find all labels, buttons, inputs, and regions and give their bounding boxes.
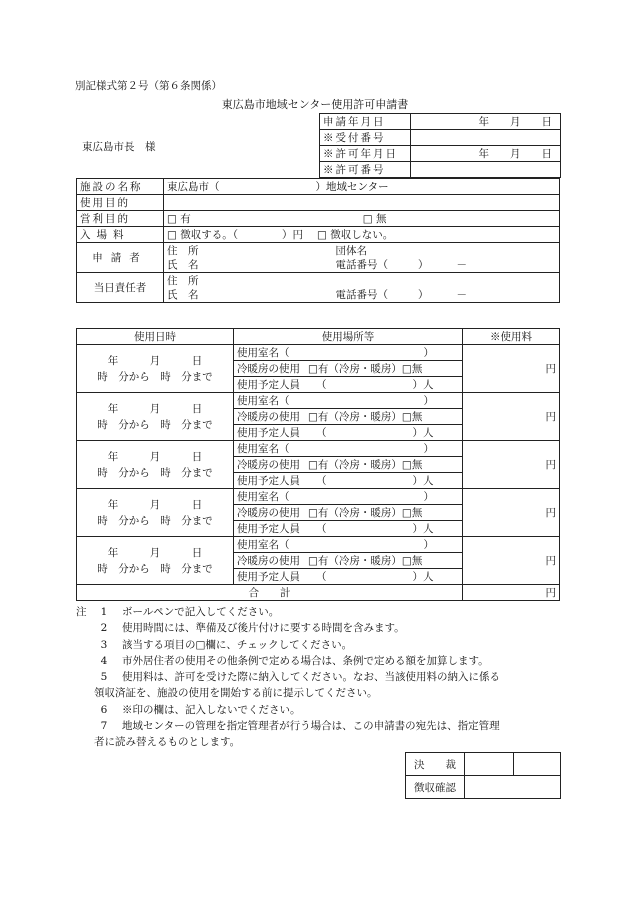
admission-label: 入場料: [77, 227, 164, 243]
usage-fee-yen: 円: [545, 411, 556, 423]
responsible-label: 当日責任者: [77, 273, 164, 303]
usage-fee-cell: [463, 345, 560, 393]
usage-fee-cell: [463, 537, 560, 585]
note-text: ボールペンで記入してください。: [122, 606, 280, 618]
purpose-field[interactable]: [164, 195, 560, 211]
aircon-label: 冷暖房の使用: [237, 555, 300, 567]
admission-field: [164, 227, 560, 243]
usage-datetime-cell[interactable]: [77, 537, 234, 585]
note-text: 使用時間には、準備及び後片付けに要する時間を含みます。: [122, 622, 405, 635]
admin-value: [411, 130, 561, 146]
usage-fee-yen: 円: [545, 459, 556, 471]
aircon-options: □有（冷房・暖房）□無: [308, 555, 423, 567]
room-name-field[interactable]: [234, 489, 463, 505]
usage-datetime-cell[interactable]: [77, 345, 234, 393]
facility-label: 施設の名称: [77, 179, 164, 195]
total-yen: 円: [463, 585, 560, 601]
aircon-label: 冷暖房の使用: [237, 363, 300, 375]
people-open: （: [316, 571, 327, 583]
aircon-options: □有（冷房・暖房）□無: [308, 459, 423, 471]
note-number: 3: [100, 638, 108, 651]
usage-fee-cell: [463, 489, 560, 537]
usage-time-line: 時 分から 時 分まで: [97, 562, 213, 575]
aircon-label: 冷暖房の使用: [237, 507, 300, 519]
note-number: 1: [100, 606, 108, 618]
note-number: 5: [100, 671, 108, 684]
collection-cell: [465, 776, 561, 799]
admin-value-date: 年 月 日: [411, 146, 561, 162]
note-number: 2: [100, 622, 108, 635]
header-place: 使用場所等: [234, 329, 463, 345]
note-number: 4: [100, 654, 108, 667]
admin-value-date[interactable]: 年 月 日: [411, 114, 561, 130]
note-continuation: 領収済証を、施設の使用を開始する前に提示してください。: [94, 687, 378, 700]
usage-table: [76, 328, 560, 601]
note-number: 6: [100, 703, 108, 716]
usage-fee-yen: 円: [545, 555, 556, 567]
people-open: （: [316, 427, 327, 439]
commercial-label: 営利目的: [77, 211, 164, 227]
usage-fee-cell: [463, 393, 560, 441]
people-close: ）人: [412, 571, 434, 583]
room-name-label: 使用室名（: [237, 539, 290, 551]
people-close: ）人: [412, 523, 434, 535]
usage-date-line: 年 月 日: [107, 402, 203, 415]
people-field[interactable]: [234, 569, 463, 585]
usage-datetime-cell[interactable]: [77, 393, 234, 441]
decision-cell: [465, 753, 514, 776]
responsible-dash: －: [456, 288, 467, 301]
note-text: 使用料は、許可を受けた際に納入してください。なお、当該使用料の納入に係る 領収済証を、施設の使用を開始する前に提示してください。: [114, 669, 576, 702]
aircon-field[interactable]: [234, 505, 463, 521]
applicant-label: 申請者: [77, 243, 164, 273]
note-item: [76, 620, 576, 636]
room-name-field[interactable]: [234, 345, 463, 361]
usage-fee-cell: [463, 441, 560, 489]
usage-time-line: 時 分から 時 分まで: [97, 418, 213, 431]
note-item: [76, 604, 576, 620]
room-name-close: ）: [423, 347, 434, 359]
facility-suffix: ）地域センター: [315, 181, 389, 193]
note-number: 7: [100, 720, 108, 733]
applicant-phone: 電話番号（: [335, 258, 388, 271]
responsible-phone-close: ）: [418, 288, 429, 301]
responsible-phone: 電話番号（: [335, 288, 388, 301]
admin-label: ※許可番号: [320, 162, 411, 178]
commercial-yes-checkbox[interactable]: □ 有: [167, 213, 191, 225]
usage-datetime-cell[interactable]: [77, 441, 234, 489]
notes: [76, 604, 576, 751]
applicant-dash: －: [456, 258, 467, 271]
room-name-close: ）: [423, 491, 434, 503]
note-item: [76, 718, 576, 751]
people-label: 使用予定人員: [237, 475, 300, 487]
admission-yen: ）円: [282, 229, 304, 241]
decision-cell: [514, 753, 561, 776]
admin-label: ※受付番号: [320, 130, 411, 146]
applicant-field[interactable]: [164, 243, 560, 273]
responsible-address: 住 所: [167, 274, 199, 287]
admission-nocollect-checkbox[interactable]: □ 徴収しない。: [317, 229, 394, 241]
people-label: 使用予定人員: [237, 523, 300, 535]
admin-value: [411, 162, 561, 178]
commercial-field: [164, 211, 560, 227]
applicant-phone-close: ）: [418, 258, 429, 271]
note-text: 該当する項目の□欄に、チェックしてください。: [122, 638, 353, 651]
responsible-name: 氏 名: [167, 288, 199, 301]
people-field[interactable]: [234, 377, 463, 393]
facility-prefix: 東広島市（: [167, 181, 220, 193]
collection-label: 徴収確認: [406, 776, 465, 799]
usage-time-line: 時 分から 時 分まで: [97, 466, 213, 479]
applicant-group: 団体名: [335, 244, 367, 257]
applicant-name: 氏 名: [167, 258, 199, 271]
note-continuation: 者に読み替えるものとします。: [94, 736, 241, 749]
people-field[interactable]: [234, 425, 463, 441]
note-item: [76, 653, 576, 669]
people-label: 使用予定人員: [237, 427, 300, 439]
people-field[interactable]: [234, 473, 463, 489]
note-item: [76, 702, 576, 718]
people-close: ）人: [412, 427, 434, 439]
note-text: 地域センターの管理を指定管理者が行う場合は、この申請書の宛先は、指定管理 者に読み替えるものとします。: [114, 718, 576, 751]
usage-fee-yen: 円: [545, 507, 556, 519]
note-item: [76, 669, 576, 702]
usage-date-line: 年 月 日: [107, 498, 203, 511]
aircon-field[interactable]: [234, 409, 463, 425]
purpose-label: 使用目的: [77, 195, 164, 211]
application-table: [76, 178, 560, 303]
note-text: ※印の欄は、記入しないでください。: [122, 703, 301, 716]
facility-field[interactable]: [164, 179, 560, 195]
room-name-close: ）: [423, 539, 434, 551]
usage-date-line: 年 月 日: [107, 546, 203, 559]
header-datetime: 使用日時: [77, 329, 234, 345]
room-name-close: ）: [423, 443, 434, 455]
aircon-options: □有（冷房・暖房）□無: [308, 411, 423, 423]
applicant-address: 住 所: [167, 244, 199, 257]
usage-time-line: 時 分から 時 分まで: [97, 514, 213, 527]
usage-fee-yen: 円: [545, 363, 556, 375]
approval-table: [405, 752, 561, 799]
aircon-options: □有（冷房・暖房）□無: [308, 507, 423, 519]
page-title: 東広島市地域センター使用許可申請書: [221, 98, 409, 111]
admission-collect-checkbox[interactable]: □ 徴収する。（: [167, 229, 239, 241]
addressee: 東広島市長 様: [82, 141, 156, 153]
people-close: ）人: [412, 379, 434, 391]
header-fee: ※使用料: [463, 329, 560, 345]
usage-date-line: 年 月 日: [107, 450, 203, 463]
admin-table: [319, 113, 561, 178]
total-label: 合 計: [77, 585, 463, 601]
note-text: 市外居住者の使用その他条例で定める場合は、条例で定める額を加算します。: [122, 654, 489, 667]
people-label: 使用予定人員: [237, 571, 300, 583]
people-open: （: [316, 523, 327, 535]
people-field[interactable]: [234, 521, 463, 537]
usage-time-line: 時 分から 時 分まで: [97, 370, 213, 383]
admin-label: ※許可年月日: [320, 146, 411, 162]
people-open: （: [316, 475, 327, 487]
room-name-close: ）: [423, 395, 434, 407]
room-name-label: 使用室名（: [237, 395, 290, 407]
aircon-field[interactable]: [234, 457, 463, 473]
notes-prefix: 注: [76, 606, 87, 618]
form-label: 別記様式第２号（第６条関係）: [75, 80, 222, 92]
responsible-field[interactable]: [164, 273, 560, 303]
aircon-options: □有（冷房・暖房）□無: [308, 363, 423, 375]
room-name-field[interactable]: [234, 537, 463, 553]
aircon-label: 冷暖房の使用: [237, 411, 300, 423]
room-name-label: 使用室名（: [237, 491, 290, 503]
people-label: 使用予定人員: [237, 379, 300, 391]
admin-label: 申請年月日: [320, 114, 411, 130]
usage-date-line: 年 月 日: [107, 354, 203, 367]
people-open: （: [316, 379, 327, 391]
aircon-field[interactable]: [234, 553, 463, 569]
room-name-label: 使用室名（: [237, 443, 290, 455]
aircon-field[interactable]: [234, 361, 463, 377]
people-close: ）人: [412, 475, 434, 487]
aircon-label: 冷暖房の使用: [237, 459, 300, 471]
decision-label: 決 裁: [406, 753, 465, 776]
room-name-label: 使用室名（: [237, 347, 290, 359]
usage-datetime-cell[interactable]: [77, 489, 234, 537]
commercial-no-checkbox[interactable]: □ 無: [362, 213, 387, 225]
room-name-field[interactable]: [234, 441, 463, 457]
room-name-field[interactable]: [234, 393, 463, 409]
note-item: [76, 637, 576, 653]
